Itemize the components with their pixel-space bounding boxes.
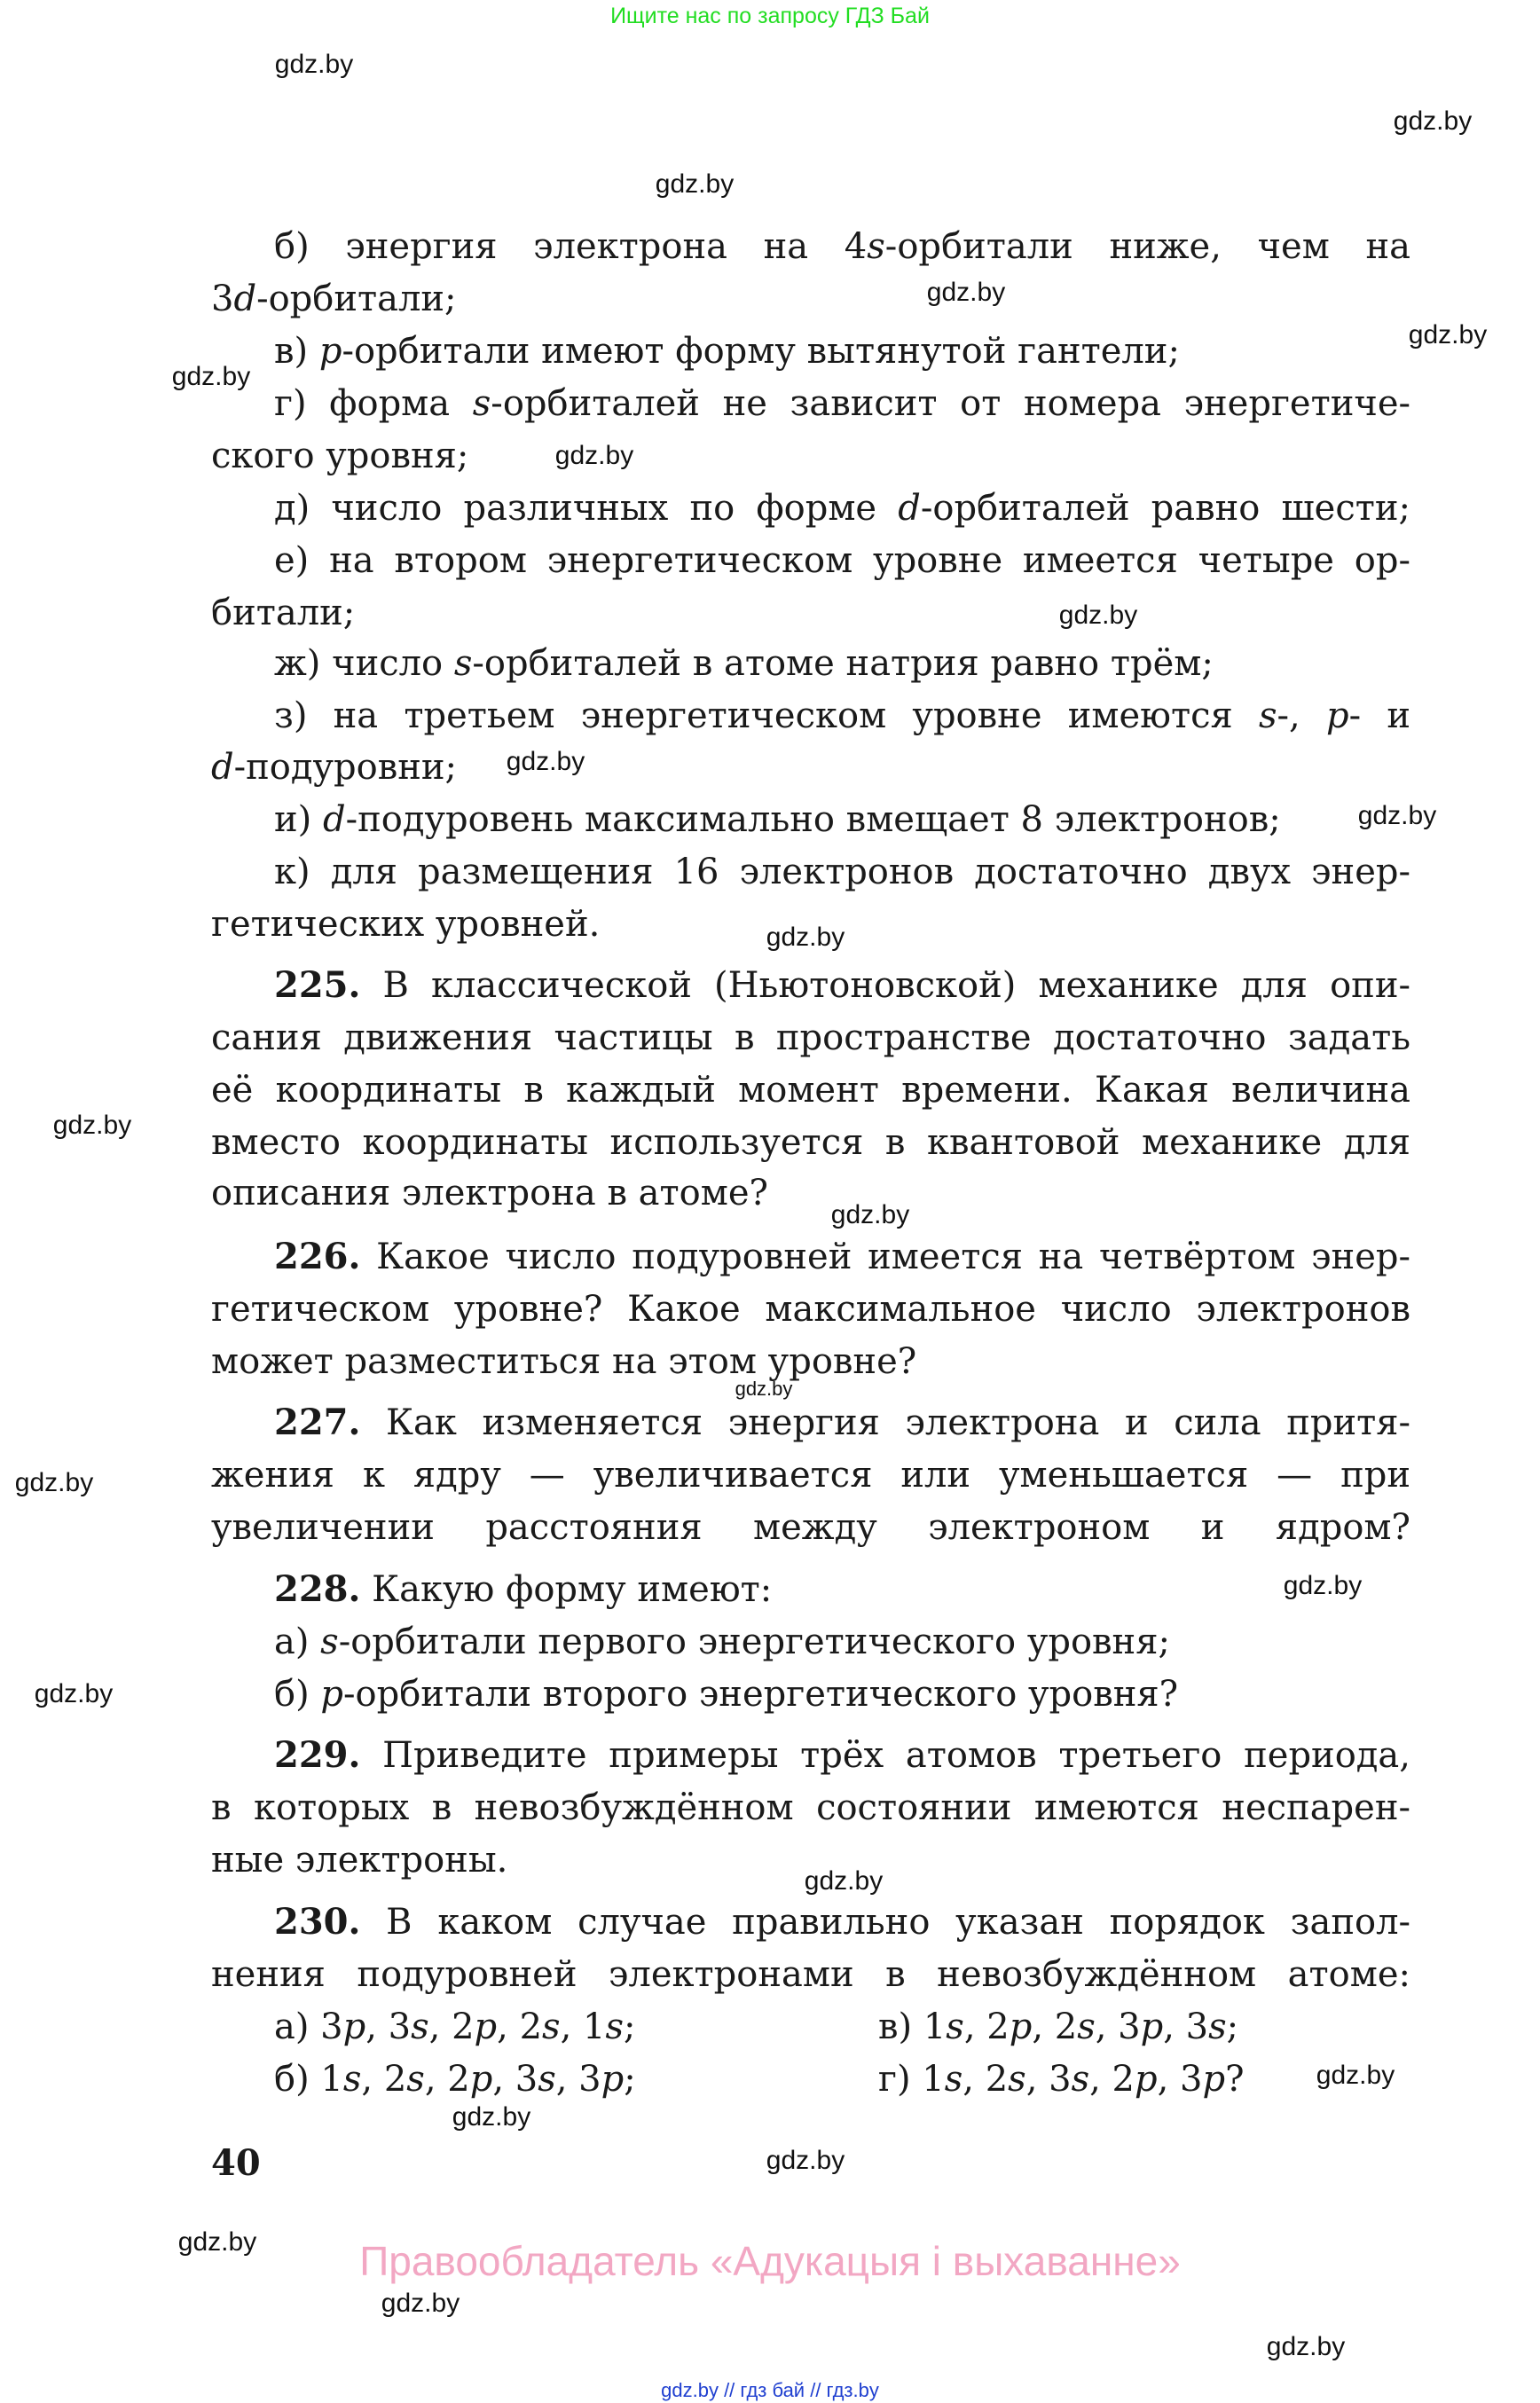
italic-symbol: s [1077, 2006, 1096, 2047]
italic-symbol: s [320, 1622, 339, 1662]
text-line: г) 1s, 2s, 3s, 2p, 3p? [878, 2059, 1245, 2100]
text-line: 229. Приведите примеры трёх атомов третьего периода, [274, 1734, 1410, 1776]
exercise-number: 228. [274, 1568, 361, 1610]
italic-symbol: p [342, 2006, 366, 2047]
text-line: гетических уровней. [211, 904, 601, 945]
text-line: жения к ядру — увеличивается или уменьшается — при [211, 1455, 1410, 1496]
text-line: может разместиться на этом уровне? [211, 1341, 917, 1382]
text-line: d-подуровни; [211, 747, 458, 788]
page-number: 40 [211, 2142, 261, 2184]
exercise-number: 225. [274, 964, 361, 1006]
watermark: gdz.by [1408, 320, 1488, 349]
text-line: ского уровня; [211, 436, 469, 476]
italic-symbol: s [406, 2059, 425, 2100]
text-line: в) p-орбитали имеют форму вытянутой гантели; [274, 331, 1180, 372]
italic-symbol: s [605, 2006, 624, 2047]
italic-symbol: s [944, 2059, 963, 2100]
italic-symbol: s [542, 2006, 561, 2047]
italic-symbol: d [211, 747, 234, 788]
text-line: б) 1s, 2s, 2p, 3s, 3p; [274, 2059, 636, 2100]
italic-symbol: s [538, 2059, 556, 2100]
text-line: и) d-подуровень максимально вмещает 8 электронов; [274, 799, 1281, 840]
text-line: 225. В классической (Ньютоновской) механике для опи- [274, 964, 1410, 1006]
text-line: ные электроны. [211, 1840, 508, 1881]
text-line: е) на втором энергетическом уровне имеется четыре ор- [274, 540, 1410, 581]
italic-symbol: s [867, 226, 885, 267]
watermark: gdz.by [830, 1200, 910, 1229]
watermark: gdz.by [735, 1378, 793, 1400]
watermark: gdz.by [1357, 801, 1437, 830]
exercise-number: 227. [274, 1402, 361, 1443]
exercise-number: 230. [274, 1901, 361, 1943]
italic-symbol: d [898, 488, 921, 529]
italic-symbol: p [318, 331, 342, 372]
italic-symbol: s [1008, 2059, 1026, 2100]
watermark: gdz.by [14, 1468, 94, 1497]
watermark: gdz.by [766, 2146, 845, 2175]
watermark: gdz.by [926, 278, 1006, 307]
italic-symbol: p [1140, 2006, 1164, 2047]
italic-symbol: p [469, 2059, 493, 2100]
watermark: gdz.by [766, 923, 845, 952]
italic-symbol: p [1202, 2059, 1226, 2100]
text-line: описания электрона в атоме? [211, 1173, 768, 1213]
italic-symbol: s [411, 2006, 429, 2047]
italic-symbol: s [1208, 2006, 1227, 2047]
italic-symbol: p [320, 1674, 344, 1715]
watermark: gdz.by [171, 362, 251, 391]
watermark: gdz.by [1283, 1571, 1363, 1600]
text-line: з) на третьем энергетическом уровне имеются s-, p- и [274, 695, 1410, 736]
watermark: gdz.by [452, 2102, 531, 2132]
watermark: gdz.by [655, 169, 735, 199]
text-line: битали; [211, 593, 356, 633]
text-line: нения подуровней электронами в невозбуждённом атоме: [211, 1954, 1410, 1995]
italic-symbol: s [453, 643, 473, 684]
text-line: а) 3p, 3s, 2p, 2s, 1s; [274, 2006, 636, 2047]
exercise-number: 226. [274, 1236, 361, 1277]
italic-symbol: p [474, 2006, 498, 2047]
italic-symbol: s [472, 383, 491, 424]
exercise-number: 229. [274, 1734, 361, 1776]
text-line: сания движения частицы в пространстве достаточно задать [211, 1017, 1410, 1058]
text-line: ж) число s-орбиталей в атоме натрия равно трём; [274, 643, 1214, 684]
text-line: г) форма s-орбиталей не зависит от номера энергетиче- [274, 383, 1411, 424]
text-line: а) s-орбитали первого энергетического уровня; [274, 1622, 1170, 1662]
italic-symbol: d [233, 279, 257, 319]
italic-symbol: p [601, 2059, 625, 2100]
watermark: gdz.by [52, 1111, 132, 1140]
italic-symbol: d [322, 799, 346, 840]
watermark: gdz.by [1058, 601, 1138, 630]
watermark: gdz.by [506, 747, 585, 776]
text-line: 3d-орбитали; [211, 279, 457, 319]
italic-symbol: p [1325, 695, 1349, 736]
text-line: 227. Как изменяется энергия электрона и сила притя- [274, 1402, 1410, 1443]
watermark: gdz.by [554, 441, 634, 470]
watermark: gdz.by [177, 2227, 257, 2257]
search-hint-banner: Ищите нас по запросу ГДЗ Бай [610, 4, 930, 28]
text-line: её координаты в каждый момент времени. Какая величина [211, 1070, 1410, 1111]
italic-symbol: s [1071, 2059, 1090, 2100]
footer-links[interactable]: gdz.by // гдз бай // гдз.by [661, 2379, 879, 2401]
text-line: б) энергия электрона на 4s-орбитали ниже, чем на [274, 226, 1410, 267]
italic-symbol: s [946, 2006, 964, 2047]
text-line: б) p-орбитали второго энергетического уровня? [274, 1674, 1179, 1715]
text-line: 228. Какую форму имеют: [274, 1568, 773, 1610]
watermark: gdz.by [1266, 2332, 1346, 2361]
text-line: увеличении расстояния между электроном и ядром? [211, 1507, 1410, 1548]
text-line: д) число различных по форме d-орбиталей равно шести; [274, 488, 1411, 529]
watermark: gdz.by [1393, 106, 1473, 136]
copyright-notice: Правообладатель «Адукацыя і выхаванне» [359, 2238, 1181, 2284]
watermark: gdz.by [1316, 2061, 1395, 2090]
italic-symbol: p [1009, 2006, 1033, 2047]
text-line: в) 1s, 2p, 2s, 3p, 3s; [878, 2006, 1239, 2047]
text-line: 226. Какое число подуровней имеется на четвёртом энер- [274, 1236, 1410, 1277]
italic-symbol: s [342, 2059, 362, 2100]
watermark: gdz.by [381, 2289, 460, 2318]
text-line: к) для размещения 16 электронов достаточно двух энер- [274, 852, 1410, 892]
text-line: вместо координаты используется в квантовой механике для [211, 1122, 1410, 1163]
text-line: в которых в невозбуждённом состоянии имеются неспарен- [211, 1787, 1410, 1828]
text-line: гетическом уровне? Какое максимальное число электронов [211, 1289, 1410, 1330]
italic-symbol: p [1135, 2059, 1158, 2100]
italic-symbol: s [1258, 695, 1277, 736]
watermark: gdz.by [34, 1679, 114, 1708]
watermark: gdz.by [804, 1866, 884, 1896]
text-line: 230. В каком случае правильно указан порядок запол- [274, 1901, 1410, 1943]
watermark: gdz.by [274, 50, 354, 79]
